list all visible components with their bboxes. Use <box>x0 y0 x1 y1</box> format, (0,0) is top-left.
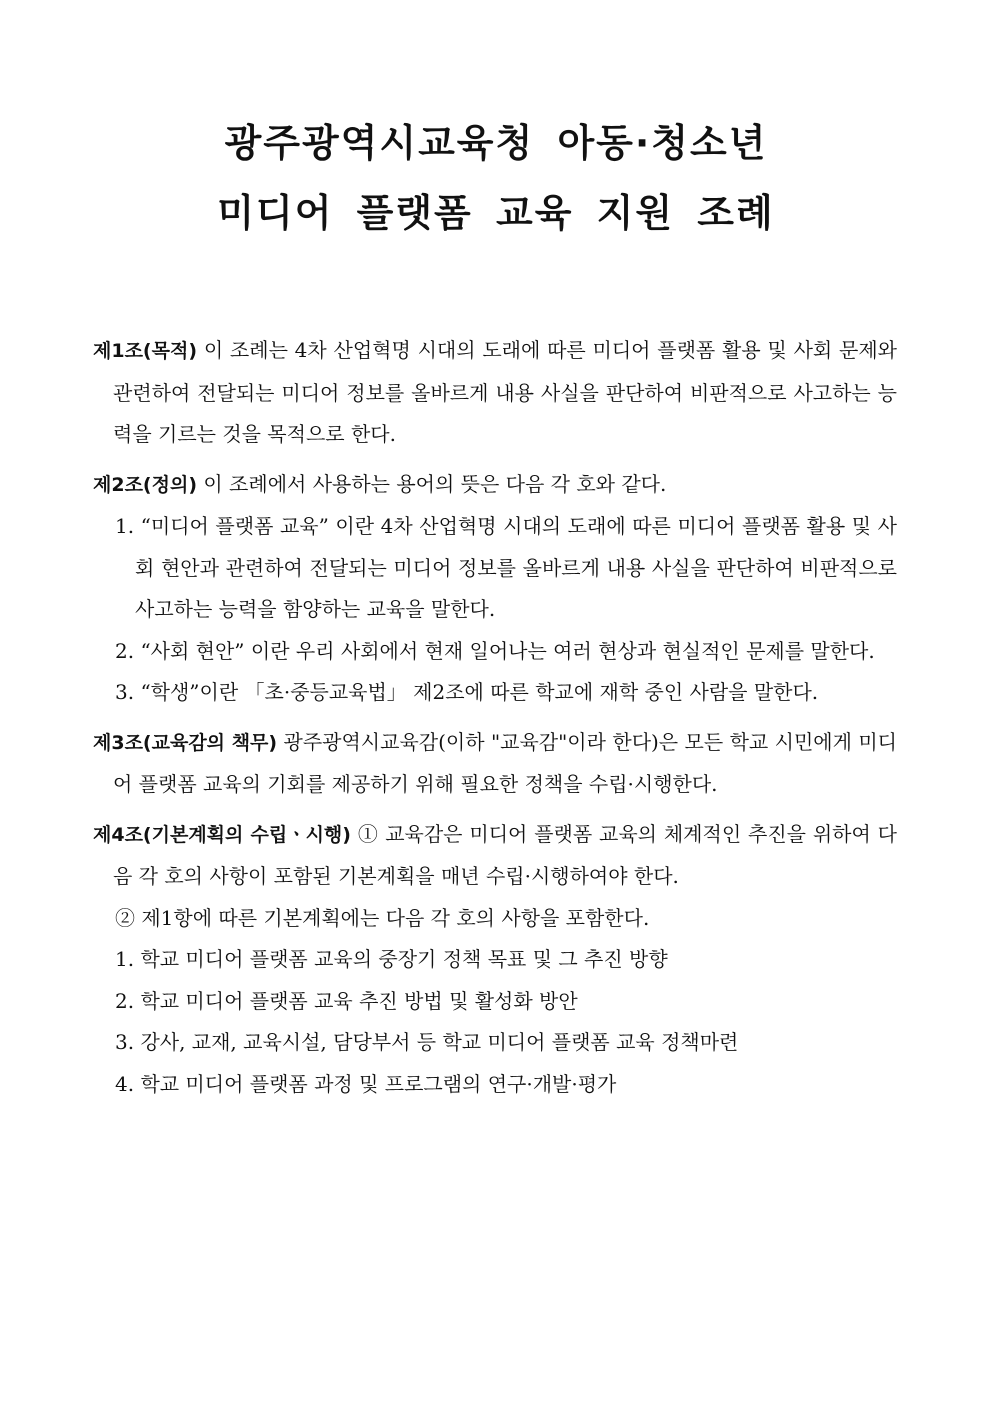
article-4-item-1: 1. 학교 미디어 플랫폼 교육의 중장기 정책 목표 및 그 추진 방향 <box>115 947 668 971</box>
article-1-heading: 제1조(목적) <box>93 340 198 362</box>
article-4-heading: 제4조(기본계획의 수립ㆍ시행) <box>93 823 351 846</box>
title-line-2: 미디어 플랫폼 교육 지원 조례 <box>217 191 775 235</box>
article-2-item-1: 1. “미디어 플랫폼 교육” 이란 4차 산업혁명 시대의 도래에 따른 미디어 플랫폼 활용 및 사회 현안과 관련하여 전달되는 미디어 정보를 올바르게 내용 사실을 판단하여 비판적으로 사고하는 능력을 함양하는 교육을 말한다. <box>115 514 897 621</box>
article-4 <box>93 814 897 898</box>
article-2 <box>93 464 897 507</box>
article-3 <box>93 722 897 806</box>
article-3-text: 광주광역시교육감(이하 "교육감"이라 한다)은 모든 학교 시민에게 미디어 플랫폼 교육의 기회를 제공하기 위해 필요한 정책을 수립·시행한다. <box>113 729 898 796</box>
article-1 <box>93 330 897 456</box>
article-2-item-2: 2. “사회 현안” 이란 우리 사회에서 현재 일어나는 여러 현상과 현실적인 문제를 말한다. <box>115 638 875 663</box>
article-4-item-3: 3. 강사, 교재, 교육시설, 담당부서 등 학교 미디어 플랫폼 교육 정책마련 <box>115 1030 739 1054</box>
article-4-paragraph-2: ② 제1항에 따른 기본계획에는 다음 각 호의 사항을 포함한다. <box>115 905 650 930</box>
article-4-text: ① 교육감은 미디어 플랫폼 교육의 체계적인 추진을 위하여 다음 각 호의 사항이 포함된 기본계획을 매년 수립·시행하여야 한다. <box>113 821 897 888</box>
document-body <box>93 330 897 1105</box>
article-3-heading: 제3조(교육감의 책무) <box>93 731 278 754</box>
article-1-text: 이 조례는 4차 산업혁명 시대의 도래에 따른 미디어 플랫폼 활용 및 사회 문제와 관련하여 전달되는 미디어 정보를 올바르게 내용 사실을 판단하여 비판적으로 사고하는 능력을 기르는 것을 목적으로 한다. <box>113 338 897 446</box>
article-2-heading: 제2조(정의) <box>93 473 198 496</box>
article-4-item-2: 2. 학교 미디어 플랫폼 교육 추진 방법 및 활성화 방안 <box>115 988 578 1013</box>
article-2-text: 이 조례에서 사용하는 용어의 뜻은 다음 각 호와 같다. <box>203 471 667 496</box>
title-line-1: 광주광역시교육청 아동·청소년 <box>224 121 768 165</box>
article-4-item-4: 4. 학교 미디어 플랫폼 과정 및 프로그램의 연구·개발·평가 <box>115 1071 617 1096</box>
article-2-item-3: 3. “학생”이란 「초·중등교육법」 제2조에 따른 학교에 재학 중인 사람을 말한다. <box>115 680 819 704</box>
